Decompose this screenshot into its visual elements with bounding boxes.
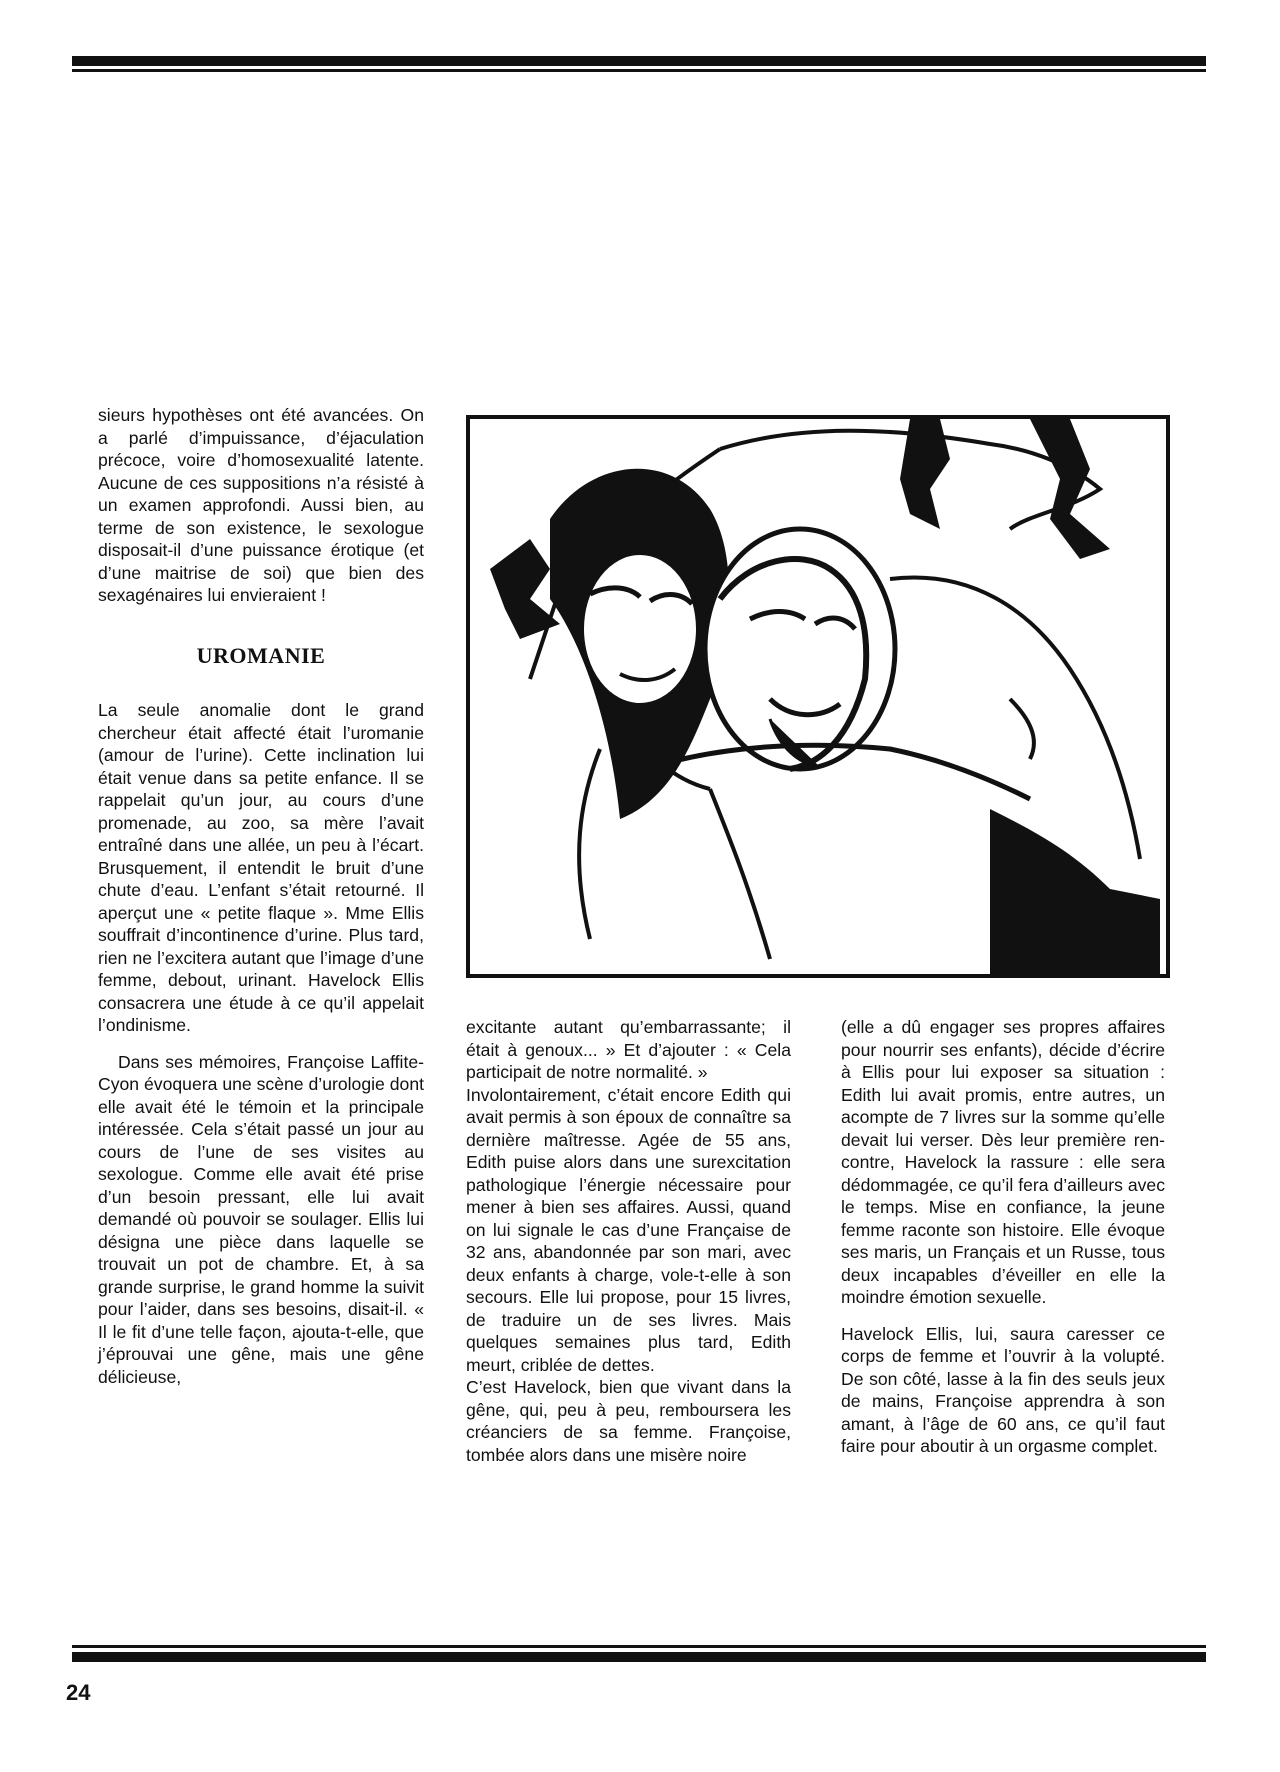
bottom-rule-thin <box>72 1645 1206 1648</box>
bottom-rule-thick <box>72 1652 1206 1662</box>
text-column-1 <box>98 404 424 1388</box>
couple-illustration <box>470 419 1166 974</box>
paragraph: Havelock Ellis, lui, saura caresser ce corps de femme et l’ouvrir à la volupté. De son côté, lasse à la fin des seuls jeux de mains, Françoise apprendra à son amant, à l’âge de 60 ans, ce qu’il faut faire pour aboutir à un orgasme complet. <box>841 1323 1165 1456</box>
paragraph: C’est Havelock, bien que vivant dans la gêne, qui, peu à peu, remboursera les créanciers de sa femme. Françoise, tombée alors dans une misère noire <box>466 1377 791 1465</box>
page-number: 24 <box>66 1680 91 1705</box>
top-rule-thick <box>72 56 1206 66</box>
paragraph: Dans ses mémoires, Françoise Laffite-Cyon évoquera une scène d’urologie dont elle avait été le témoin et la principale intéressée. Cela s’était passé un jour au cours de l’une de ses visites au sexologue. Comme elle avait été prise d’un besoin pressant, elle lui avait demandé où pouvoir se soulager. Ellis lui désigna une pièce dans laquelle se trouvait un pot de chambre. Et, à sa grande surprise, le grand homme la suivit pour l’aider, dans ses besoins, disait-il. « Il le fit d’une telle façon, ajouta-t-elle, que j’éprouvai une gêne, mais une gêne délicieuse, <box>98 1051 424 1387</box>
bottom-rule <box>72 1645 1206 1667</box>
text-column-2 <box>466 1016 791 1466</box>
paragraph: La seule anomalie dont le grand chercheur était affecté était l’uromanie (amour de l’urine). Cette inclination lui était venue dans sa petite enfance. Il se rappelait qu’un jour, au cours d’une promenade, au zoo, sa mère l’avait entraîné dans une allée, un peu à l’écart. Brusquement, il entendit le bruit d’une chute d’eau. L’enfant s’était retourné. Il aperçut une « petite flaque ». Mme Ellis souffrait d’incontinence d’urine. Plus tard, rien ne l’excitera autant que l’image d’une femme, debout, urinant. Havelock Ellis consacrera une étude à ce qu’il appelait l’ondinisme. <box>98 700 424 1035</box>
illustration-frame <box>466 415 1170 978</box>
paragraph: sieurs hypothèses ont été avancées. On a parlé d’impuissance, d’éjaculation précoce, voire d’homosexualité latente. Aucune de ces suppositions n’a résisté à un examen approfondi. Aussi bien, au terme de son existence, le sexologue disposait-il d’une puissance érotique (et d’une maitrise de soi) que bien des sexagénaires lui envieraient ! <box>98 405 424 605</box>
text-column-3 <box>841 1016 1165 1458</box>
top-rule <box>72 56 1206 76</box>
top-rule-thin <box>72 69 1206 72</box>
paragraph: (elle a dû engager ses propres affaires pour nourrir ses enfants), décide d’écrire à Ellis pour lui exposer sa situation : Edith lui avait promis, entre autres, un acompte de 7 livres sur la somme qu’elle devait lui verser. Dès leur première rencontre, Havelock la rassure : elle sera dédommagée, ce qu’il fera d’ailleurs avec le temps. Mise en confiance, la jeune femme raconte son histoire. Elle évoque ses maris, un Français et un Russe, tous deux incapables d’éveiller en elle la moindre émotion sexuelle. <box>841 1017 1165 1307</box>
paragraph: Involontairement, c’était encore Edith qui avait permis à son époux de connaître sa dernière maîtresse. Agée de 55 ans, Edith puise alors dans une surexcitation pathologique l’énergie nécessaire pour mener à bien ses affaires. Aussi, quand on lui signale le cas d’une Française de 32 ans, abandonnée par son mari, avec deux enfants à charge, vole-t-elle à son secours. Elle lui propose, pour 15 livres, de traduire un de ses livres. Mais quelques semaines plus tard, Edith meurt, criblée de dettes. <box>466 1084 791 1375</box>
paragraph: excitante autant qu’embarrassante; il était à genoux... » Et d’ajouter : « Cela participait de notre normalité. » <box>466 1017 791 1082</box>
section-heading: UROMANIE <box>196 642 326 668</box>
